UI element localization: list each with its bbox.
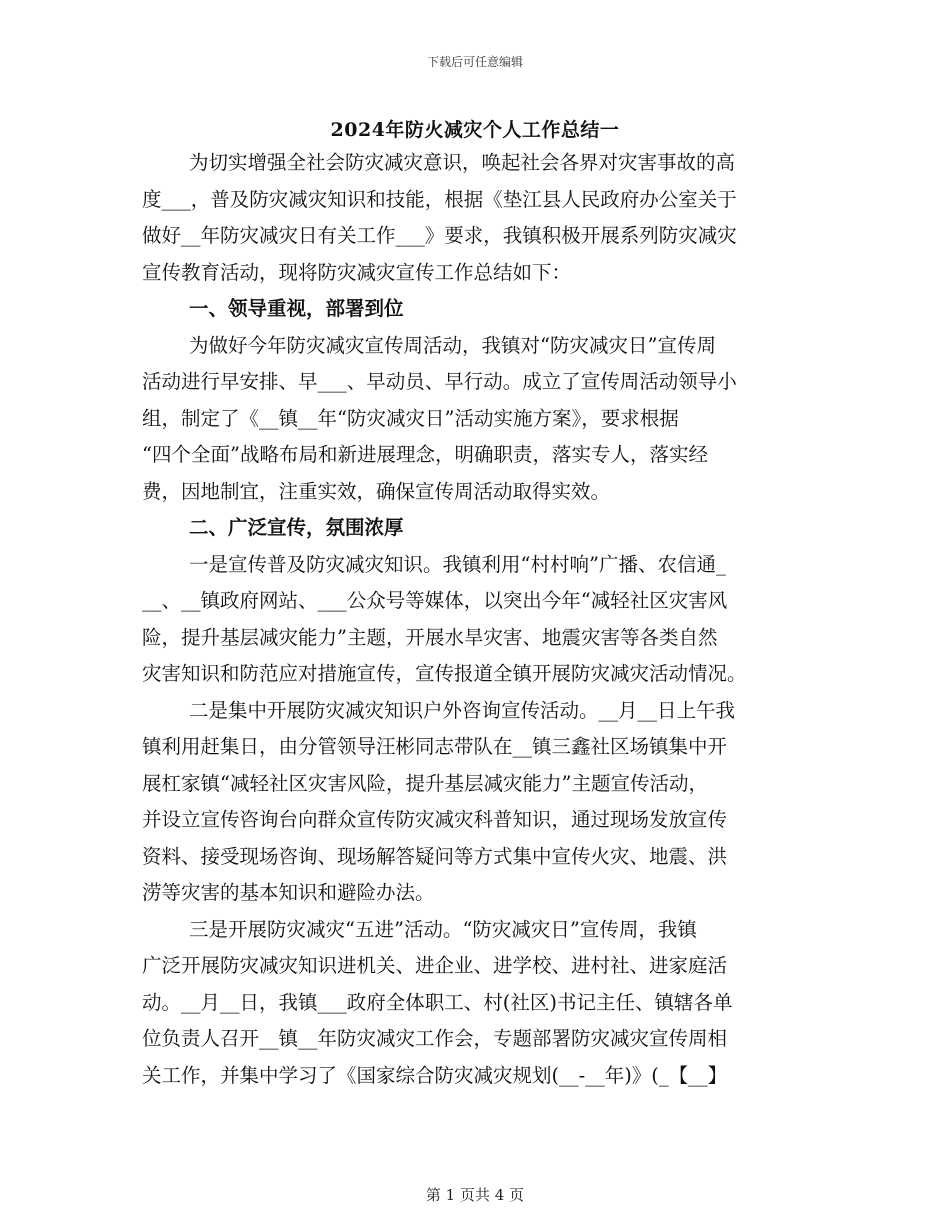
- header-note: 下载后可任意编辑: [426, 55, 523, 69]
- paragraph-line: 宣传教育活动，现将防灾减灾宣传工作总结如下：: [142, 260, 572, 284]
- paragraph-line: 关工作，并集中学习了《国家综合防灾减灾规划(__-__年)》(_【__】: [142, 1063, 728, 1087]
- paragraph-line: 动。__月__日，我镇___政府全体职工、村(社区)书记主任、镇辖各单: [142, 990, 733, 1014]
- paragraph-line: 灾害知识和防范应对措施宣传，宣传报道全镇开展防灾减灾活动情况。: [142, 662, 747, 685]
- paragraph-line: 资料、接受现场咨询、现场解答疑问等方式集中宣传火灾、地震、洪: [142, 844, 728, 868]
- document-title: 2024年防火减灾个人工作总结一: [330, 119, 620, 141]
- paragraph-line: 做好__年防灾减灾日有关工作___》要求，我镇积极开展系列防灾减灾: [142, 224, 737, 247]
- paragraph-line: 三是开展防灾减灾“五进”活动。“防灾减灾日”宣传周，我镇: [189, 917, 697, 941]
- paragraph-line: 二是集中开展防灾减灾知识户外咨询宣传活动。__月__日上午我: [189, 698, 736, 722]
- paragraph-line: 为做好今年防灾减灾宣传周活动，我镇对“防灾减灾日”宣传周: [189, 333, 716, 357]
- paragraph-line: “四个全面”战略布局和新进展理念，明确职责，落实专人，落实经: [142, 443, 708, 466]
- paragraph-line: 广泛开展防灾减灾知识进机关、进企业、进学校、进村社、进家庭活: [142, 954, 728, 977]
- page-footer: 第 1 页共 4 页: [425, 1186, 525, 1204]
- section-heading: 二、广泛宣传，氛围浓厚: [189, 516, 404, 539]
- paragraph-line: 一是宣传普及防灾减灾知识。我镇利用“村村响”广播、农信通_: [189, 552, 726, 576]
- paragraph-line: 险，提升基层减灾能力”主题，开展水旱灾害、地震灾害等各类自然: [142, 625, 718, 649]
- paragraph-line: __、__镇政府网站、___公众号等媒体，以突出今年“减轻社区灾害风: [142, 589, 728, 612]
- paragraph-line: 镇利用赶集日，由分管领导汪彬同志带队在__镇三鑫社区场镇集中开: [142, 735, 728, 758]
- paragraph-line: 费，因地制宜，注重实效，确保宣传周活动取得实效。: [142, 479, 611, 503]
- paragraph-line: 涝等灾害的基本知识和避险办法。: [142, 881, 435, 904]
- paragraph-line: 为切实增强全社会防灾减灾意识，唤起社会各界对灾害事故的高: [189, 151, 736, 174]
- paragraph-line: 组，制定了《__镇__年“防灾减灾日”活动实施方案》，要求根据: [142, 406, 679, 430]
- document-body: [142, 145, 804, 1094]
- paragraph-line: 活动进行早安排、早___、早动员、早行动。成立了宣传周活动领导小: [142, 370, 737, 393]
- paragraph-line: 位负责人召开__镇__年防灾减灾工作会，专题部署防灾减灾宣传周相: [142, 1027, 728, 1050]
- paragraph-line: 展杠家镇“减轻社区灾害风险，提升基层减灾能力”主题宣传活动，: [142, 771, 708, 795]
- section-heading: 一、领导重视，部署到位: [189, 297, 404, 320]
- paragraph-line: 并设立宣传咨询台向群众宣传防灾减灾科普知识，通过现场发放宣传: [142, 808, 728, 831]
- paragraph-line: 度___，普及防灾减灾知识和技能，根据《垫江县人民政府办公室关于: [142, 187, 737, 211]
